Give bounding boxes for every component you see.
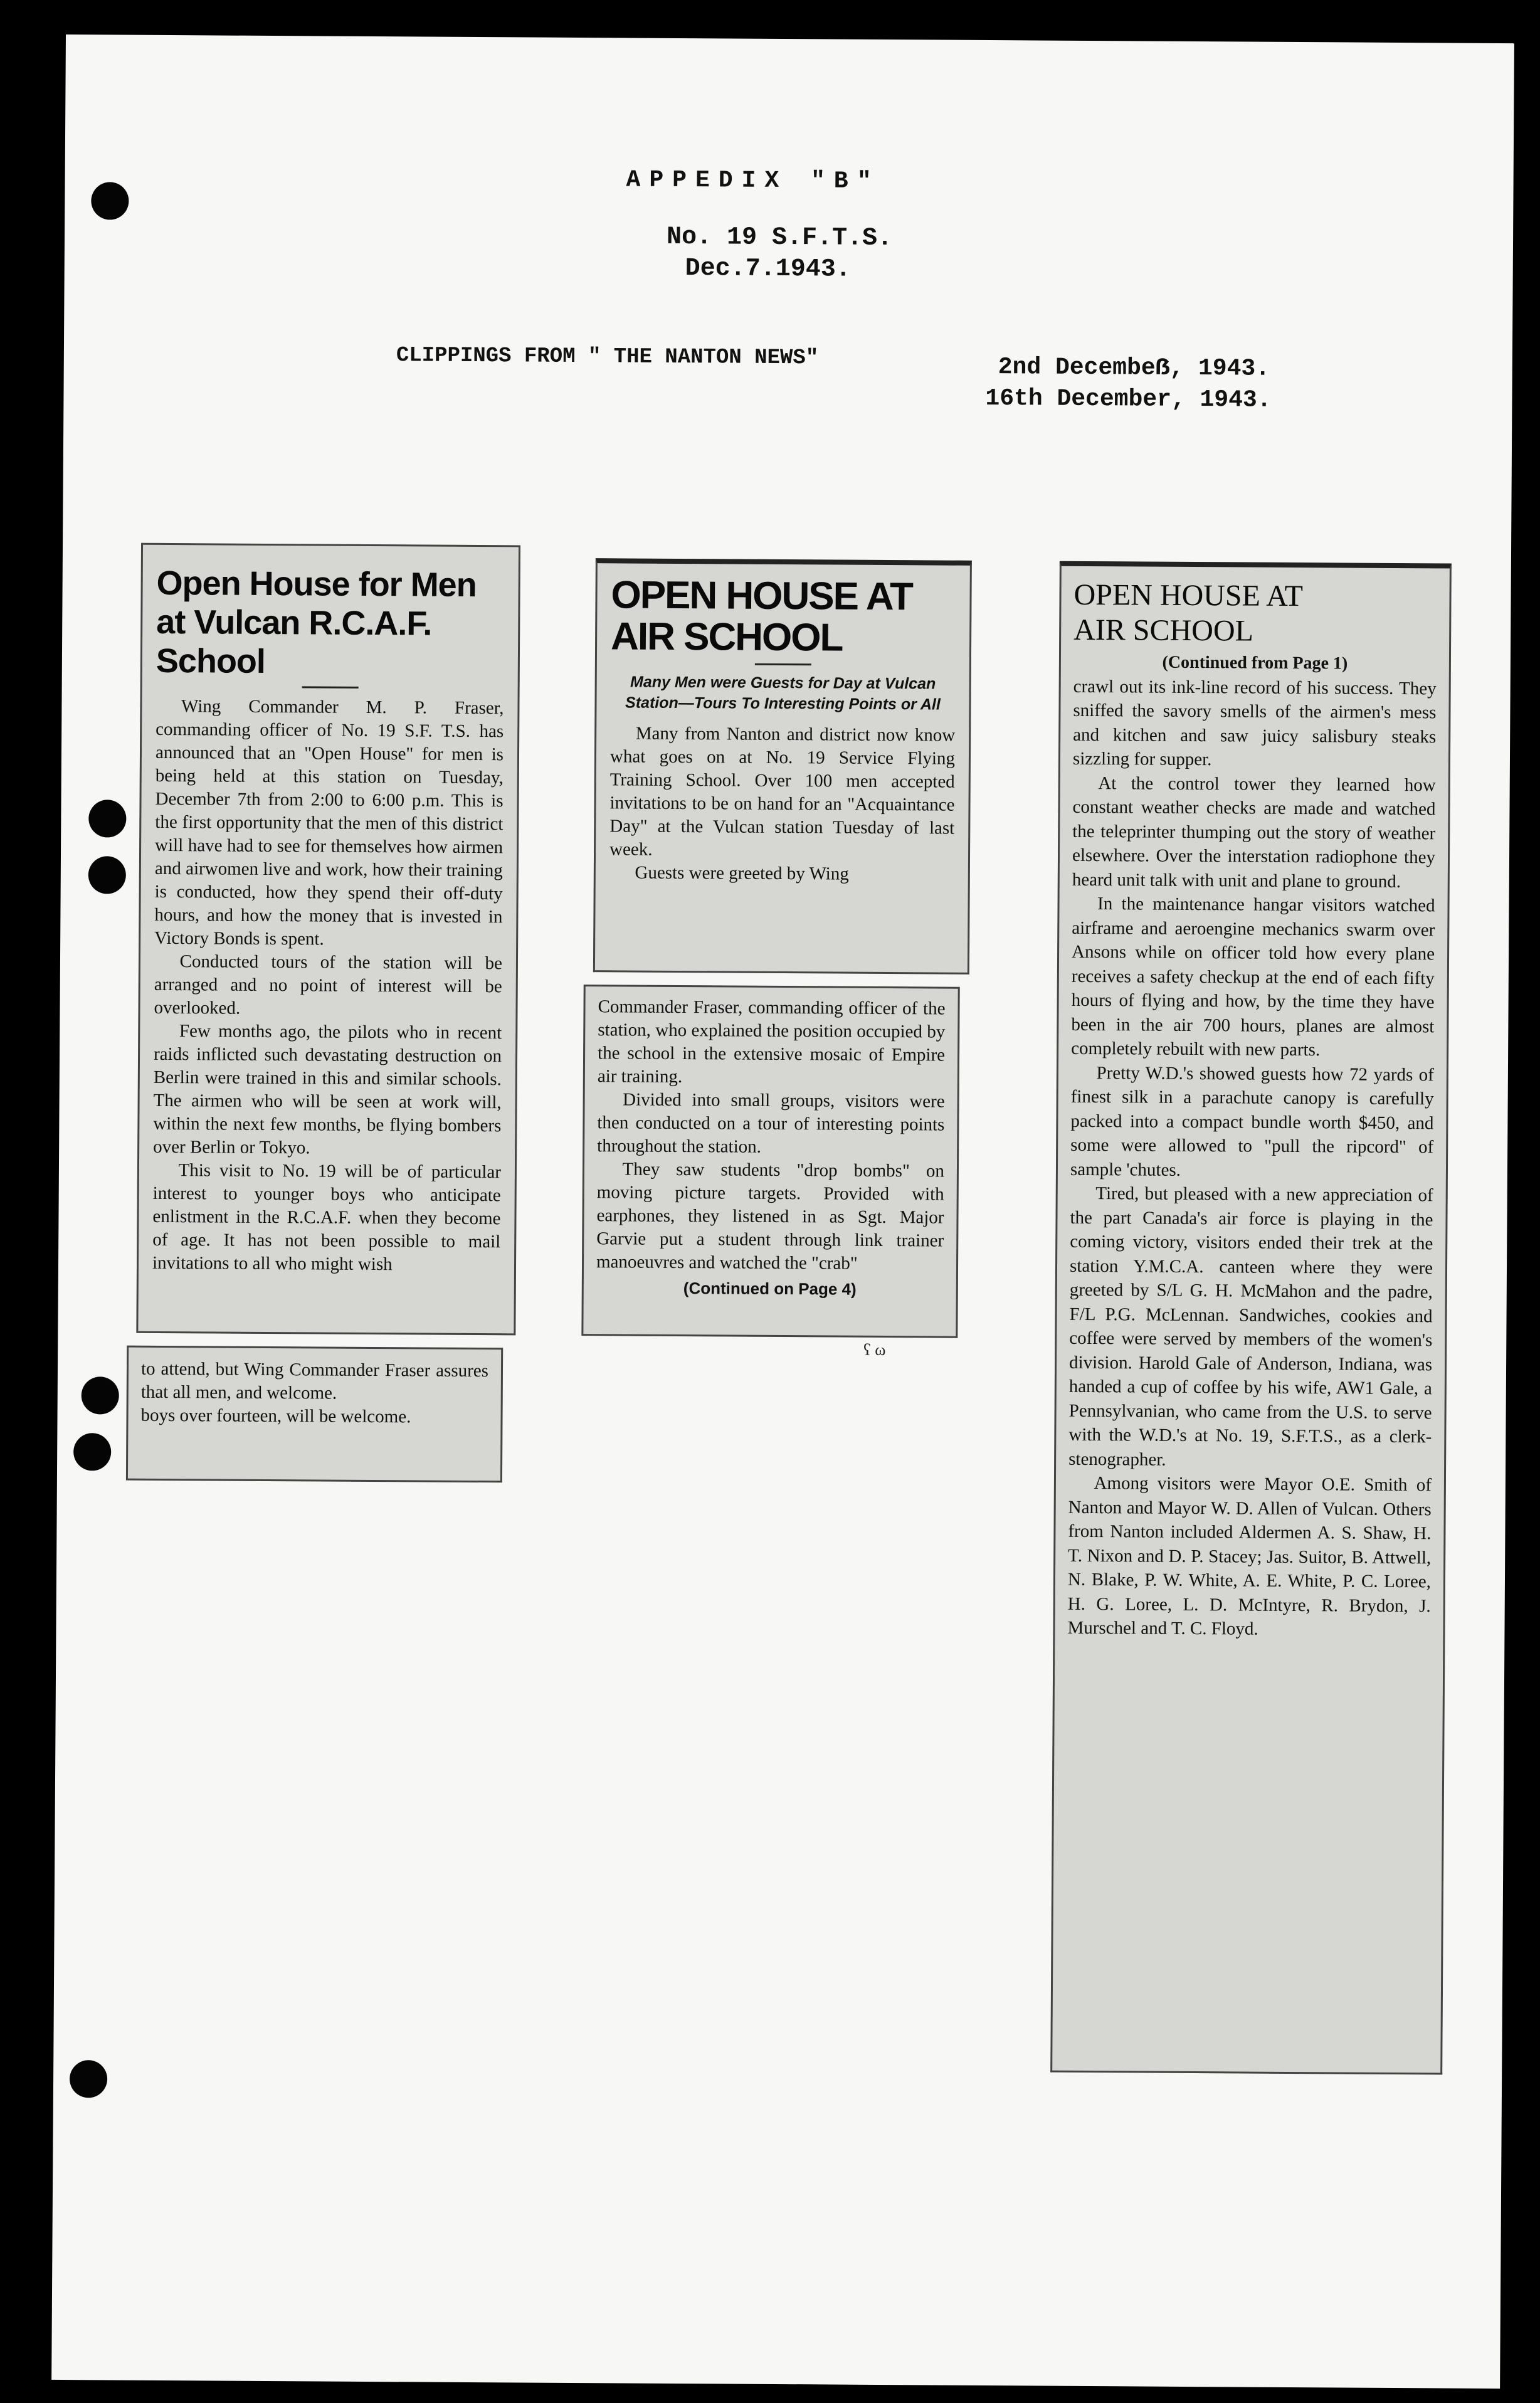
clipping-2-continuation — [581, 985, 959, 1338]
paragraph: boys over fourteen, will be welcome. — [140, 1405, 411, 1427]
paragraph: Pretty W.D.'s showed guests how 72 yards of finest silk in a parachute canopy is carefully packed into a compact bundle worth $450, and some were allowed to "pull the ripcord" of sample 'chutes. — [1070, 1062, 1435, 1180]
clipping-date-1: 2nd Decembeẞ, 1943. — [998, 354, 1270, 383]
binder-hole — [73, 1433, 111, 1471]
binder-hole — [70, 2060, 107, 2098]
document-page — [51, 34, 1514, 2389]
clipping-1 — [136, 543, 520, 1336]
clipping-date-2: 16th December, 1943. — [985, 384, 1272, 414]
paragraph: In the maintenance hangar visitors watched airframe and aeroengine mechanics swarm over Ansons while on officer told how every plane receives a safety checkup at the end of each fifty hours of flying and how, by the time they have been in the air 700 hours, planes are almost completely rebuilt with new parts. — [1071, 894, 1435, 1060]
pencil-mark: ʕ ω — [863, 1340, 886, 1360]
clipping-2 — [593, 558, 972, 974]
paragraph: Tired, but pleased with a new appreciation of the part Canada's air force is playing in the coming victory, visitors ended their trek at the station Y.M.C.A. canteen where they were greeted by S/L G. H. McMahon and the padre, F/L P.G. McLennan. Sandwiches, cookies and coffee were served by members of the women's division. Harold Gale of Anderson, Indiana, was handed a cup of coffee by his wife, AW1 Gale, a Pennsylvanian, who came from the U.S. to serve with the W.D.'s at No. 19, S.F.T.S., as a clerk-stenographer. — [1068, 1183, 1433, 1470]
paragraph: This visit to No. 19 will be of particular interest to younger boys who anticipate enlistment in the R.C.A.F. when they become of age. It has not been possible to mail invitations to all who might wish — [152, 1160, 502, 1275]
clipping-2-subhead: Many Men were Guests for Day at Vulcan Station—Tours To Interesting Points or All — [625, 673, 941, 714]
paragraph: They saw students "drop bombs" on moving picture targets. Provided with earphones, they listened in as Sgt. Major Garvie put a student through link trainer manoeuvres and watched the "crab" — [596, 1159, 945, 1274]
paragraph: Commander Fraser, commanding officer of the station, who explained the position occupied by the school in the extensive mosaic of Empire air training. — [597, 996, 946, 1087]
binder-hole — [91, 182, 129, 219]
paragraph: At the control tower they learned how constant weather checks are made and watched the teleprinter thumping out the story of weather elsewhere. Over the interstation radiophone they heard unit talk with unit and plane to ground. — [1072, 773, 1436, 892]
clipping-3-headline: OPEN HOUSE AT AIR SCHOOL — [1073, 578, 1303, 648]
document-date: Dec.7.1943. — [685, 255, 851, 284]
continued-note: (Continued on Page 4) — [683, 1279, 857, 1299]
paragraph: to attend, but Wing Commander Fraser assures that all men, and welcome. — [140, 1358, 489, 1403]
divider — [755, 663, 811, 666]
paragraph: Conducted tours of the station will be arranged and no point of interest will be overlooked. — [154, 951, 503, 1018]
clipping-1-continuation — [126, 1346, 503, 1483]
paragraph: Many from Nanton and district now know what goes on at No. 19 Service Flying Training School. Over 100 men accepted invitations to be on hand for an "Acquaintance Day" at the Vulcan station Tuesday of last week. — [609, 723, 956, 860]
clipping-3 — [1050, 561, 1452, 2075]
clipping-2-headline: OPEN HOUSE AT AIR SCHOOL — [610, 573, 913, 660]
appendix-heading: APPEDIX "B" — [626, 166, 880, 195]
clipping-1-body — [152, 695, 504, 1277]
binder-hole — [88, 856, 126, 894]
paragraph: Wing Commander M. P. Fraser, commanding officer of No. 19 S.F. T.S. has announced that an "Open House" for men is being held at this station on Tuesday, December 7th from 2:00 to 6:00 p.m. This is the first opportunity that the men of this district will have had to see for themselves how airmen and airwomen live and work, how their training is conducted, how they spend their off-duty hours, and how the money that is invested in Victory Bonds is spent. — [154, 696, 504, 949]
unit-number: No. 19 S.F.T.S. — [666, 223, 893, 253]
paragraph: Few months ago, the pilots who in recent raids inflicted such devastating destruction on Berlin were trained in this and similar schools. The airmen who will be seen at work will, within the next few months, be flying bombers over Berlin or Tokyo. — [153, 1021, 502, 1158]
binder-hole — [88, 800, 126, 837]
paragraph: crawl out its ink-line record of his success. They sniffed the savory smells of the airmen's mess and kitchen and saw juicy salisbury steaks sizzling for supper. — [1072, 676, 1437, 770]
paragraph: Among visitors were Mayor O.E. Smith of Nanton and Mayor W. D. Allen of Vulcan. Others from Nanton included Aldermen A. S. Shaw, H. T. Nixon and D. P. Stacey; Jas. Suitor, B. Attwell, N. Blake, P. W. White, A. E. White, P. C. Loree, H. G. Loree, L. D. McIntyre, R. Brydon, J. Murschel and T. C. Floyd. — [1067, 1473, 1432, 1639]
clipping-1-headline: Open House for Men at Vulcan R.C.A.F. School — [156, 564, 477, 680]
continued-from-note: (Continued from Page 1) — [1162, 652, 1348, 673]
divider — [302, 686, 358, 689]
clippings-title: CLIPPINGS FROM " THE NANTON NEWS" — [396, 344, 819, 371]
paragraph: Divided into small groups, visitors were then conducted on a tour of interesting points throughout the station. — [597, 1089, 945, 1157]
binder-hole — [82, 1376, 119, 1414]
paragraph: Guests were greeted by Wing — [635, 862, 849, 884]
